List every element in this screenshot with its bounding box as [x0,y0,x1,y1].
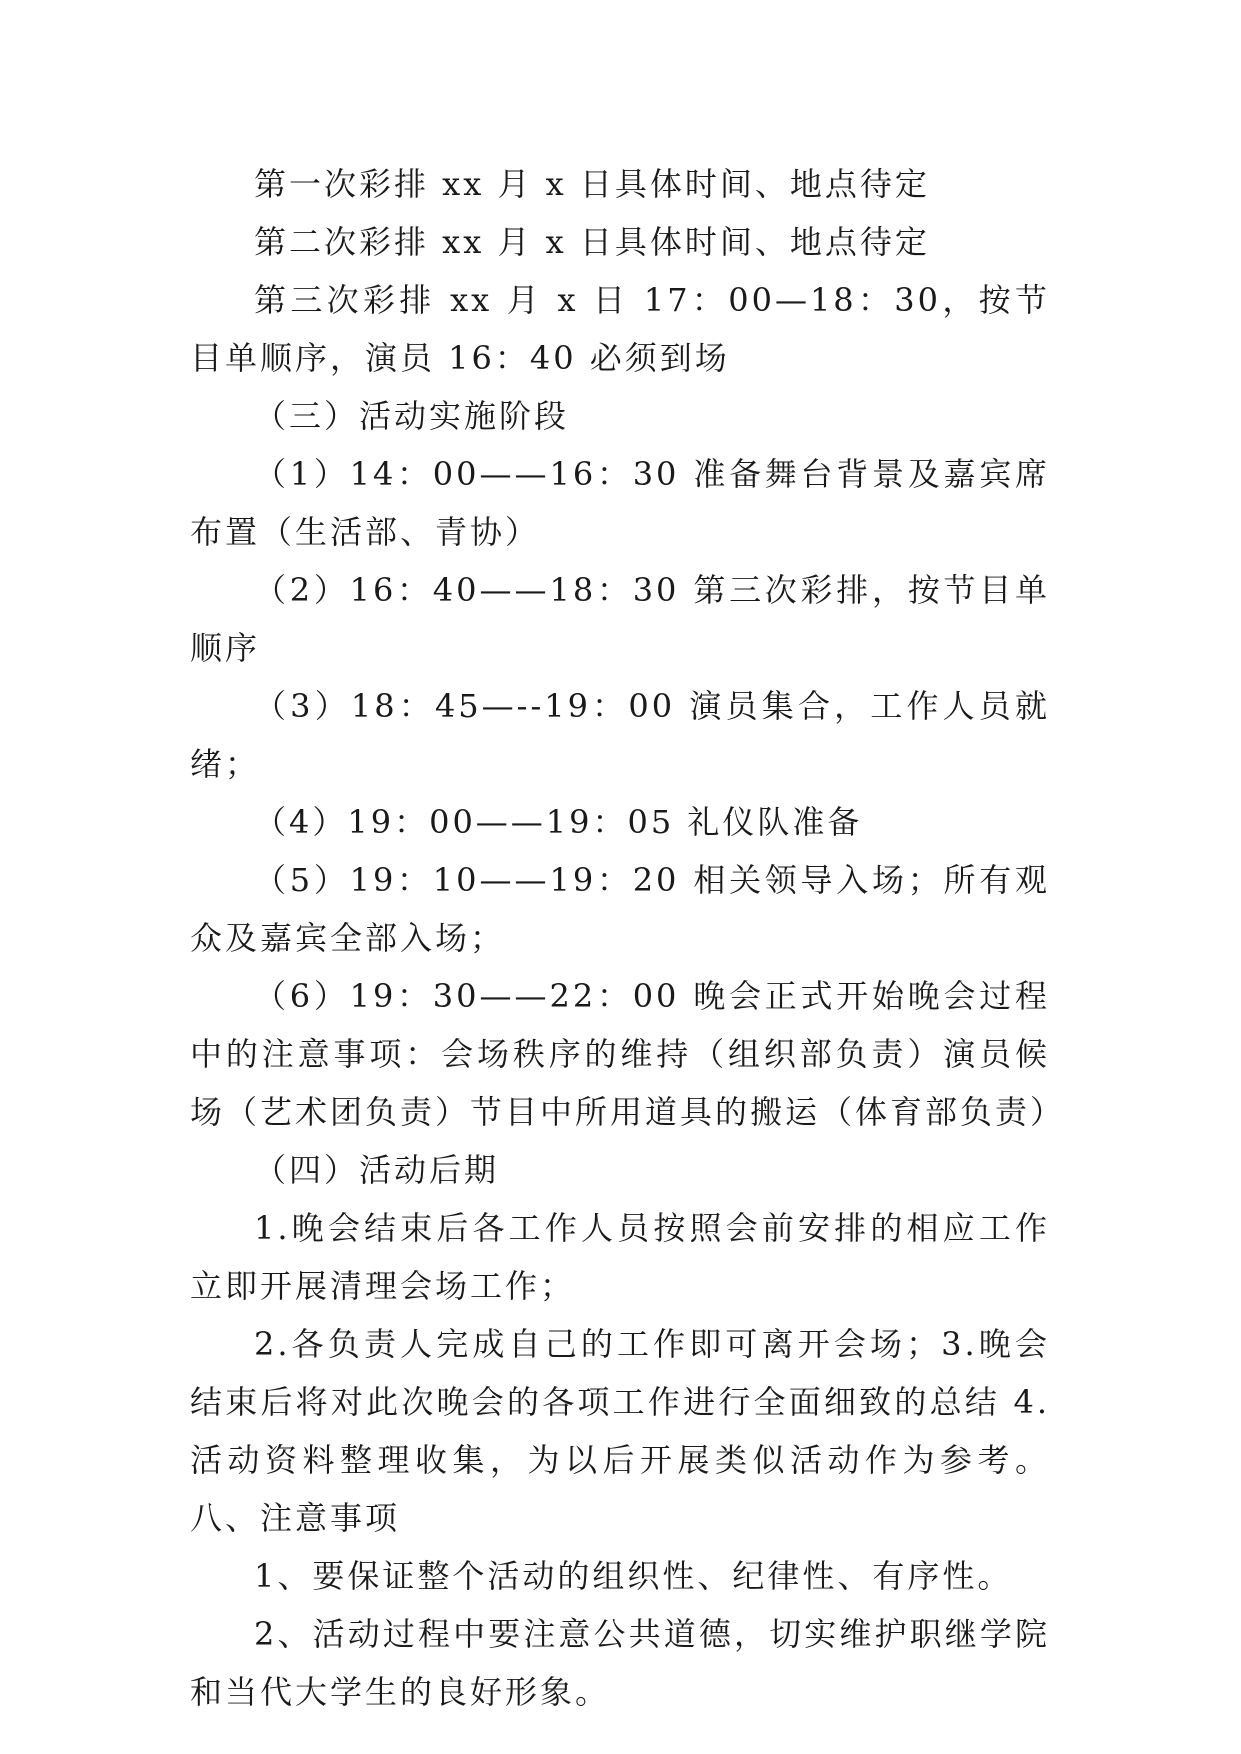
section-heading-implementation: （三）活动实施阶段 [254,397,570,435]
document-body [190,155,1066,1721]
schedule-item-6: （6）19：30——22：00 晚会正式开始晚会过程中的注意事项：会场秩序的维持（组织部负责）演员候场（艺术团负责）节目中所用道具的搬运（体育部负责） [190,977,1066,1131]
paragraph-rehearsal-3: 第三次彩排 xx 月 x 日 17：00—18：30，按节目单顺序，演员 16：40 必须到场 [190,281,1050,377]
schedule-item-2: （2）16：40——18：30 第三次彩排，按节目单顺序 [190,571,1050,667]
post-event-item-1: 1.晚会结束后各工作人员按照会前安排的相应工作立即开展清理会场工作； [190,1209,1050,1305]
post-event-item-2: 2.各负责人完成自己的工作即可离开会场；3.晚会结束后将对此次晚会的各项工作进行全面细致的总结 4.活动资料整理收集，为以后开展类似活动作为参考。八、注意事项 [190,1325,1050,1537]
notice-item-2: 2、活动过程中要注意公共道德，切实维护职继学院和当代大学生的良好形象。 [190,1615,1050,1711]
schedule-item-1: （1）14：00——16：30 准备舞台背景及嘉宾席布置（生活部、青协） [190,455,1050,551]
schedule-item-5: （5）19：10——19：20 相关领导入场；所有观众及嘉宾全部入场； [190,861,1050,957]
paragraph-rehearsal-2: 第二次彩排 xx 月 x 日具体时间、地点待定 [254,223,930,261]
paragraph-rehearsal-1: 第一次彩排 xx 月 x 日具体时间、地点待定 [254,165,930,203]
section-heading-post-event: （四）活动后期 [254,1151,500,1189]
schedule-item-3: （3）18：45—--19：00 演员集合，工作人员就绪； [190,687,1050,783]
schedule-item-4: （4）19：00——19：05 礼仪队准备 [254,803,863,841]
notice-item-1: 1、要保证整个活动的组织性、纪律性、有序性。 [254,1557,1013,1595]
